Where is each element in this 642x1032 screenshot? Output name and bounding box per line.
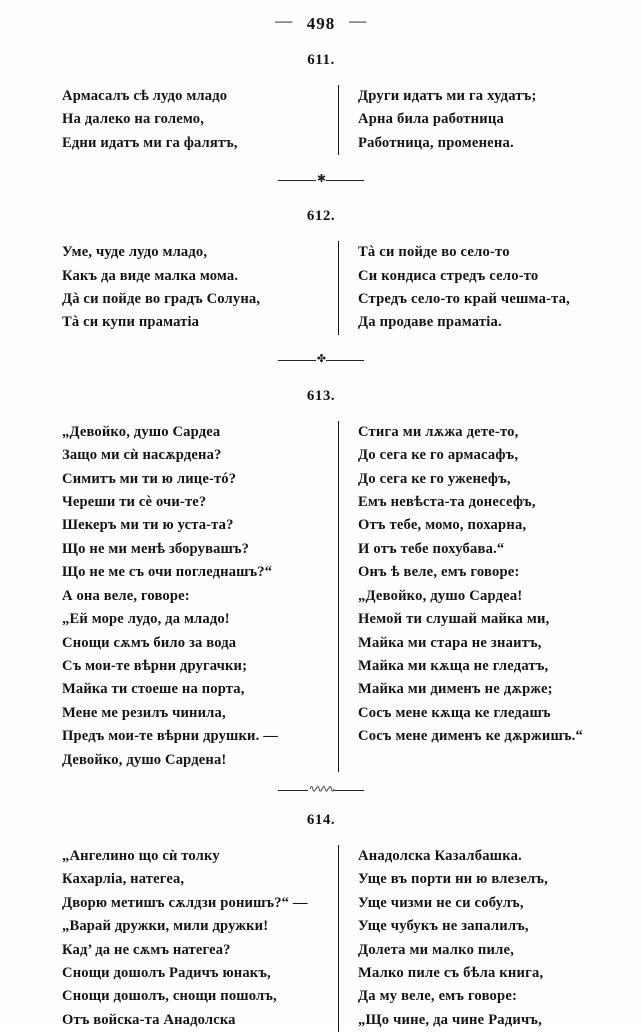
- verse-line: Що не ме съ очи погледнашъ?“: [62, 564, 273, 581]
- verse-line: Череши ти сѐ очи-те?: [62, 494, 207, 511]
- song-614-columns: [0, 845, 642, 1032]
- song-614-left-column: [62, 845, 338, 1032]
- page-header: [0, 0, 642, 34]
- spacer: [0, 69, 642, 85]
- spacer: [0, 796, 642, 812]
- verse-line: Снощи сѫмъ било за вода: [62, 634, 237, 651]
- song-number-611: 611.: [307, 52, 335, 68]
- spacer: [0, 155, 642, 175]
- page-number: 498: [306, 14, 336, 33]
- divider-bar-left: [278, 790, 308, 791]
- verse-line: Едни идатъ ми га фалятъ,: [62, 134, 238, 151]
- verse-line: Мене ме резилъ чинила,: [62, 704, 226, 721]
- verse-line: До сега ке го уженефъ,: [358, 470, 511, 487]
- song-613-columns: [0, 421, 642, 772]
- verse-line: На далеко на големо,: [62, 111, 205, 128]
- verse-line: Сосъ мене кѫща ке гледашъ: [358, 704, 551, 721]
- divider-ornament-icon: ∿∿∿∿: [308, 783, 334, 795]
- song-612-right-column: [338, 241, 628, 335]
- verse-line: Да продаве праматіа.: [358, 314, 502, 331]
- verse-line: Кахарліа, натегеа,: [62, 871, 185, 888]
- verse-line: И отъ тебе похубава.“: [358, 540, 505, 557]
- verse-line: Кад’ да не сѫмъ натегеа?: [62, 941, 231, 958]
- verse-line: Що не ми менѣ зборувашъ?: [62, 540, 250, 557]
- divider-bar-right: [334, 790, 364, 791]
- song-614-right-column: [338, 845, 628, 1032]
- verse-line: Емъ невѣста-та донесефъ,: [358, 494, 536, 511]
- verse-line: Уще чизми не си собулъ,: [358, 894, 524, 911]
- divider-ornament-icon: ✤: [316, 352, 326, 365]
- verse-line: Отъ тебе, момо, похарна,: [358, 517, 527, 534]
- song-611-right-column: [338, 85, 628, 155]
- spacer: [0, 366, 642, 388]
- verse-line: „Ей море лудо, да младо!: [62, 611, 230, 628]
- header-dash-left: —: [275, 11, 293, 30]
- spacer: [0, 335, 642, 355]
- verse-line: Девойко, душо Сардена!: [62, 751, 227, 768]
- column-divider-rule: [338, 241, 339, 335]
- divider-612-613: [0, 352, 642, 366]
- verse-line: Тà си пойде во село-то: [358, 244, 510, 261]
- song-612-columns: [0, 241, 642, 335]
- verse-line: „Ангелино що сѝ толку: [62, 847, 220, 864]
- verse-line: Работница, променена.: [358, 134, 514, 151]
- verse-line: Майка ми стара не знаитъ,: [358, 634, 542, 651]
- verse-line: Анадолска Казалбашка.: [358, 847, 522, 864]
- verse-line: Малко пиле съ бѣла книга,: [358, 964, 544, 981]
- verse-line: „Що чине, да чине Радичъ,: [358, 1011, 542, 1028]
- divider-ornament-icon: ✱: [316, 173, 326, 186]
- divider-bar-left: [278, 360, 316, 361]
- song-613-left-column: [62, 421, 338, 772]
- spacer: [0, 225, 642, 241]
- verse-line: Симитъ ми ти ю лице-тó?: [62, 470, 237, 487]
- verse-line: Си кондиса стредъ село-то: [358, 267, 539, 284]
- verse-line: Други идатъ ми га худатъ;: [358, 88, 537, 104]
- verse-line: Немой ти слушай майка ми,: [358, 611, 550, 628]
- verse-line: Стредъ село-то край чешма-та,: [358, 291, 571, 308]
- song-611: [0, 52, 642, 155]
- verse-line: Предъ мои-те вѣрни друшки. —: [62, 728, 278, 745]
- verse-line: Дворю метишъ сѫлдзи ронишъ?“ —: [62, 894, 308, 911]
- verse-line: Долета ми малко пиле,: [358, 941, 515, 958]
- song-number-614: 614.: [306, 811, 336, 828]
- column-divider-rule: [338, 421, 339, 772]
- verse-line: Уме, чуде лудо младо,: [62, 244, 208, 261]
- verse-line: Снощи дошолъ, снощи пошолъ,: [62, 988, 277, 1005]
- divider-bar-right: [326, 180, 364, 181]
- column-divider-rule: [338, 85, 339, 155]
- verse-line: Какъ да виде малка мома.: [62, 267, 239, 284]
- spacer: [0, 186, 642, 208]
- verse-line: Защо ми сѝ насѫрдена?: [62, 447, 222, 464]
- column-divider-rule: [338, 845, 339, 1032]
- song-613-right-column: [338, 421, 628, 749]
- verse-line: До сега ке го армасафъ,: [358, 447, 519, 464]
- verse-line: Арна била работница: [358, 111, 504, 128]
- song-612-left-column: [62, 241, 338, 335]
- song-611-columns: [0, 85, 642, 155]
- spacer: [0, 34, 642, 52]
- divider-bar-right: [326, 360, 364, 361]
- verse-line: Снощи дошолъ Радичъ юнакъ,: [62, 964, 271, 981]
- song-number-612: 612.: [306, 208, 336, 225]
- verse-line: Майка ти стоеше на порта,: [62, 681, 245, 698]
- verse-line: Тà си купи праматіа: [62, 314, 200, 331]
- verse-line: Сосъ мене дименъ ке дѫржишъ.“: [358, 728, 584, 745]
- song-612: [0, 208, 642, 335]
- verse-line: Да му веле, емъ говоре:: [358, 988, 518, 1005]
- spacer: [0, 405, 642, 421]
- song-611-left-column: [62, 85, 338, 155]
- song-614: [0, 812, 642, 1032]
- verse-line: Съ мои-те вѣрни другачки;: [62, 657, 248, 674]
- verse-line: „Девойко, душо Сардеа: [62, 423, 221, 440]
- spacer: [0, 829, 642, 845]
- divider-611-612: [0, 175, 642, 186]
- verse-line: Отъ войска-та Анадолска: [62, 1011, 236, 1028]
- verse-line: Шекеръ ми ти ю уста-та?: [62, 517, 234, 534]
- song-613: [0, 388, 642, 772]
- verse-line: Онъ ѣ веле, емъ говоре:: [358, 564, 520, 581]
- verse-line: Армасалъ сѣ лудо младо: [62, 88, 228, 104]
- verse-line: Стига ми лѫжа дете-то,: [358, 423, 519, 440]
- divider-bar-left: [278, 180, 316, 181]
- song-number-613: 613.: [306, 387, 336, 404]
- verse-line: Уще въ порти ни ю влезелъ,: [358, 871, 548, 888]
- header-dash-right: —: [349, 11, 367, 30]
- verse-line: „Девойко, душо Сардеа!: [358, 587, 523, 604]
- verse-line: Дà си пойде во градъ Солуна,: [62, 291, 261, 308]
- verse-line: А она веле, говоре:: [62, 587, 190, 604]
- verse-line: „Варай дружки, мили дружки!: [62, 918, 269, 935]
- verse-line: Майка ми дименъ не дѫрже;: [358, 681, 553, 698]
- verse-line: Уще чубукъ не запалилъ,: [358, 918, 529, 935]
- verse-line: Майка ми кѫща не гледатъ,: [358, 657, 549, 674]
- divider-613-614: [0, 783, 642, 796]
